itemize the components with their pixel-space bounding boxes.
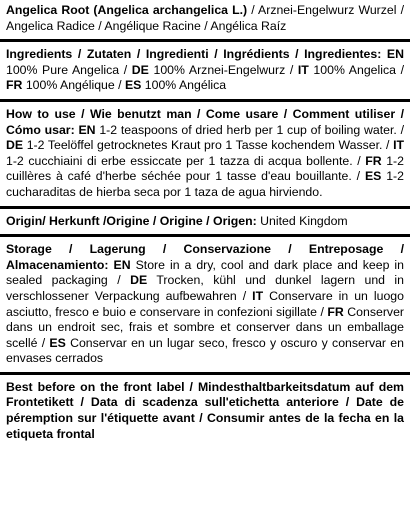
lang-code-fr: FR xyxy=(365,153,382,168)
howto-en: 1-2 teaspoons of dried herb per 1 cup of boiling water. / xyxy=(95,122,405,137)
lang-code-de: DE xyxy=(131,62,149,77)
divider xyxy=(0,99,410,102)
divider xyxy=(0,39,410,42)
bestbefore-section xyxy=(6,380,404,442)
lang-code-de: DE xyxy=(130,273,148,288)
lang-code-de: DE xyxy=(6,138,24,153)
bestbefore-heading: Best before on the front label / Mindesthaltbarkeitsdatum auf dem Frontetikett / Data di scadenza sull'etichetta anteriore / Date de péremption sur l'étiquette avant / Consumir antes de la fecha en la etiqueta frontal xyxy=(6,379,404,441)
lang-code-it: IT xyxy=(297,62,309,77)
howto-it: 1-2 cucchiaini di erbe essiccate per 1 tazza di acqua bollente. / xyxy=(6,153,366,168)
divider xyxy=(0,206,410,209)
lang-code-en: EN xyxy=(74,122,96,137)
howto-es: 1-2 cucharaditas de hierba seca por 1 taza de agua hirviendo. xyxy=(6,169,404,199)
divider xyxy=(0,234,410,237)
ingredients-it: 100% Angelica / xyxy=(308,62,405,77)
product-name xyxy=(6,3,404,34)
ingredients-heading: Ingredients / Zutaten / Ingredienti / Ingrédients / Ingredientes: xyxy=(6,47,382,62)
ingredients-es: 100% Angélica xyxy=(141,78,227,93)
origin-section xyxy=(6,214,404,230)
howto-section xyxy=(6,107,404,201)
howto-heading: How to use / Wie benutzt man / Come usare / Comment utiliser / Cómo usar: xyxy=(6,106,404,137)
lang-code-en: EN xyxy=(381,47,405,62)
divider xyxy=(0,372,410,375)
storage-de: Trocken, kühl und dunkel lagern und in verschlossener Verpackung aufbewahren / xyxy=(6,273,405,303)
howto-fr: 1-2 cuillères à café d'herbe séchée pour 1 tasse d'eau bouillante. / xyxy=(6,153,404,184)
storage-es: Conservar en un lugar seco, fresco y oscuro y conservar en envases cerrados xyxy=(6,335,404,366)
storage-it: Conservare in un luogo asciutto, fresco e buio e conservare in confezioni sigillate / xyxy=(6,288,404,319)
lang-code-en: EN xyxy=(108,257,131,272)
lang-code-it: IT xyxy=(252,288,264,303)
product-name-latin: Angelica Root (Angelica archangelica L.) xyxy=(6,3,248,17)
lang-code-es: ES xyxy=(124,78,142,93)
howto-de: 1-2 Teelöffel getrocknetes Kraut pro 1 Tasse kochendem Wasser. / xyxy=(23,138,394,153)
ingredients-en: 100% Pure Angelica / xyxy=(6,62,132,77)
origin-heading: Origin/ Herkunft /Origine / Origine / Origen: xyxy=(6,213,257,228)
lang-code-es: ES xyxy=(49,335,66,350)
ingredients-section xyxy=(6,47,404,94)
storage-fr: Conserver dans un endroit sec, frais et sombre et conserver dans un emballage scellé / xyxy=(6,304,405,350)
ingredients-de: 100% Arznei-Engelwurz / xyxy=(148,62,298,77)
lang-code-fr: FR xyxy=(6,78,23,93)
storage-heading: Storage / Lagerung / Conservazione / Entreposage / Almacenamiento: xyxy=(6,242,404,272)
lang-code-es: ES xyxy=(364,169,382,184)
storage-en: Store in a dry, cool and dark place and keep in sealed packaging / xyxy=(6,257,404,288)
lang-code-it: IT xyxy=(393,138,404,153)
ingredients-fr: 100% Angélique / xyxy=(22,78,125,93)
origin-value: United Kingdom xyxy=(256,213,348,228)
product-name-translations: / Arznei-Engelwurz Wurzel / Angelica Radice / Angélique Racine / Angélica Raíz xyxy=(6,3,404,33)
storage-section xyxy=(6,242,404,367)
lang-code-fr: FR xyxy=(327,304,344,319)
